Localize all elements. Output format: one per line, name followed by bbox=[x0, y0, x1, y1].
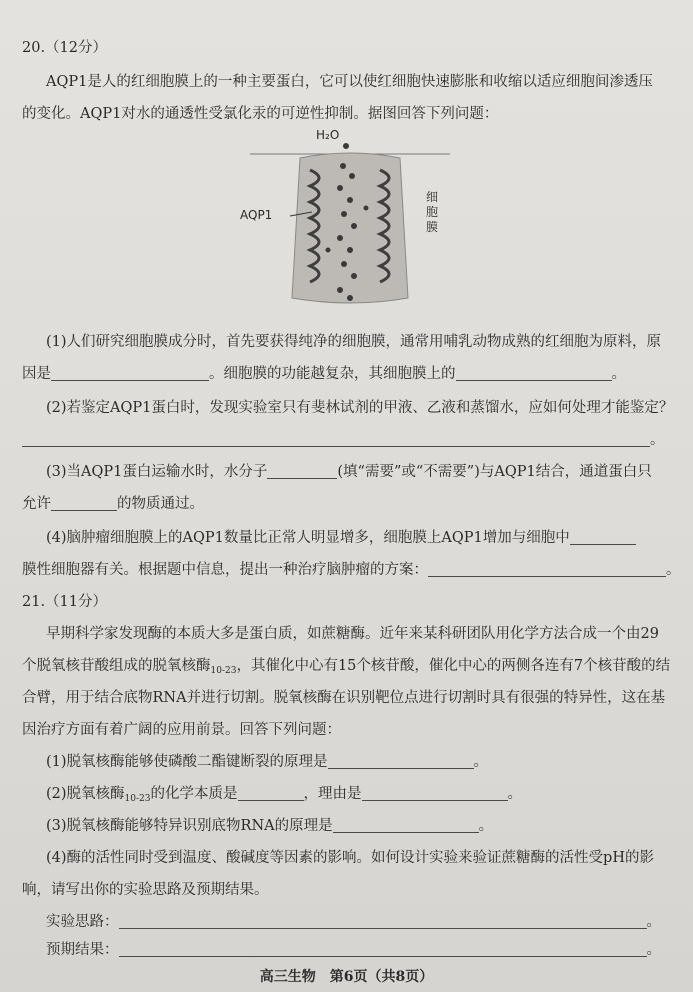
q21-part2-text-b: 的化学本质是 bbox=[150, 786, 238, 802]
q20-intro-line1: AQP1是人的红细胞膜上的一种主要蛋白，它可以使红细胞快速膨胀和收缩以适应细胞间渗透压 bbox=[46, 74, 653, 90]
q20-part4-text-b: 膜性细胞器有关。根据题中信息，提出一种治疗脑肿瘤的方案： bbox=[22, 562, 428, 578]
q21-part2-end: 。 bbox=[507, 786, 522, 802]
q20-part4-text-a: (4)脑肿瘤细胞膜上的AQP1数量比正常人明显增多，细胞膜上AQP1增加与细胞中 bbox=[46, 530, 570, 546]
q20-part1-blank1[interactable] bbox=[51, 365, 209, 381]
q20-part1-line1: (1)人们研究细胞膜成分时，首先要获得纯净的细胞膜，通常用哺乳动物成熟的红细胞为原料，原 bbox=[46, 334, 662, 350]
aqp1-figure bbox=[240, 130, 460, 310]
q21-part2-text-a: (2)脱氧核酶 bbox=[46, 786, 125, 802]
q20-part3-text-b: (填“需要”或“不需要”)与AQP1结合，通道蛋白只 bbox=[337, 464, 652, 480]
q21-part3-blank[interactable] bbox=[333, 817, 479, 833]
q21-result-label: 预期结果： bbox=[46, 942, 119, 958]
q20-part1-text-b: 。细胞膜的功能越复杂，其细胞膜上的 bbox=[209, 366, 456, 382]
q20-part4-end: 。 bbox=[666, 562, 681, 578]
q20-part3-line2 bbox=[22, 494, 693, 514]
q20-heading: 20.（12分） bbox=[22, 40, 108, 56]
q21-part3 bbox=[46, 816, 693, 836]
q21-part2-text-c: ，理由是 bbox=[303, 786, 362, 802]
q20-intro-line2: 的变化。AQP1对水的通透性受氯化汞的可逆性抑制。据图回答下列问题： bbox=[22, 106, 499, 122]
q21-part2-subscript: 10-23 bbox=[124, 794, 151, 804]
q21-heading: 21.（11分） bbox=[22, 594, 108, 610]
q21-intro-text-b: ，其催化中心有15个核苷酸，催化中心的两侧各连有7个核苷酸的结 bbox=[236, 658, 671, 674]
q20-part3-text-a: (3)当AQP1蛋白运输水时，水分子 bbox=[46, 464, 268, 480]
q21-intro-text-a: 个脱氧核苷酸组成的脱氧核酶 bbox=[22, 658, 211, 674]
q20-part2-end: 。 bbox=[650, 432, 665, 448]
q21-idea-end: 。 bbox=[646, 914, 661, 930]
q21-result-end: 。 bbox=[646, 942, 661, 958]
q20-part3-line1 bbox=[46, 462, 693, 482]
q20-part4-blank2[interactable] bbox=[428, 561, 666, 577]
h2o-label: H₂O bbox=[316, 128, 340, 142]
q20-part3-blank1[interactable] bbox=[267, 463, 337, 479]
q20-part1-text-a: 因是 bbox=[22, 366, 51, 382]
q20-part4-line2 bbox=[22, 560, 693, 580]
q20-part1-blank2[interactable] bbox=[456, 365, 612, 381]
membrane-label: 细胞膜 bbox=[426, 190, 439, 234]
q20-part4-line1 bbox=[46, 528, 693, 548]
q20-part2-answer bbox=[22, 430, 693, 450]
q20-part1-line2 bbox=[22, 364, 693, 384]
q21-intro-line1: 早期科学家发现酶的本质大多是蛋白质，如蔗糖酶。近年来某科研团队用化学方法合成一个由29 bbox=[46, 626, 659, 642]
q21-result-row bbox=[46, 940, 693, 960]
q20-part3-text-c: 允许 bbox=[22, 496, 51, 512]
q21-result-blank[interactable] bbox=[119, 941, 647, 957]
q21-intro-line3: 合臂，用于结合底物RNA并进行切割。脱氧核酶在识别靶位点进行切割时具有很强的特异性，这在基 bbox=[22, 690, 666, 706]
page-footer: 高三生物 第6页（共8页） bbox=[259, 969, 434, 985]
q21-part2-blank2[interactable] bbox=[362, 785, 508, 801]
q20-part2-blank[interactable] bbox=[22, 431, 650, 447]
q21-idea-blank[interactable] bbox=[119, 913, 647, 929]
q20-part1-text-c: 。 bbox=[611, 366, 626, 382]
q21-part1 bbox=[46, 752, 693, 772]
q20-part4-blank1[interactable] bbox=[570, 529, 636, 545]
q21-idea-label: 实验思路： bbox=[46, 914, 119, 930]
q21-part2-blank1[interactable] bbox=[238, 785, 304, 801]
q20-part2-line1: (2)若鉴定AQP1蛋白时，发现实验室只有斐林试剂的甲液、乙液和蒸馏水，应如何处理才能鉴定？ bbox=[46, 400, 674, 416]
q20-part3-text-d: 的物质通过。 bbox=[117, 496, 204, 512]
q21-part3-text: (3)脱氧核酶能够特异识别底物RNA的原理是 bbox=[46, 818, 333, 834]
q21-intro-line2 bbox=[22, 656, 693, 681]
q21-part1-text: (1)脱氧核酶能够使磷酸二酯键断裂的原理是 bbox=[46, 754, 328, 770]
aqp1-label: AQP1 bbox=[240, 208, 273, 222]
q21-part1-blank[interactable] bbox=[328, 753, 474, 769]
q21-part2 bbox=[46, 784, 693, 809]
q21-part3-end: 。 bbox=[478, 818, 494, 834]
q21-part1-end: 。 bbox=[473, 754, 489, 770]
q20-part3-blank2[interactable] bbox=[51, 495, 117, 511]
q21-part4-line2: 响，请写出你的实验思路及预期结果。 bbox=[22, 882, 269, 898]
q21-intro-line4: 因治疗方面有着广阔的应用前景。回答下列问题： bbox=[22, 722, 341, 738]
q21-part4-line1: (4)酶的活性同时受到温度、酸碱度等因素的影响。如何设计实验来验证蔗糖酶的活性受pH的影 bbox=[46, 850, 654, 866]
q21-idea-row bbox=[46, 912, 693, 932]
q21-intro-subscript: 10-23 bbox=[210, 666, 237, 676]
